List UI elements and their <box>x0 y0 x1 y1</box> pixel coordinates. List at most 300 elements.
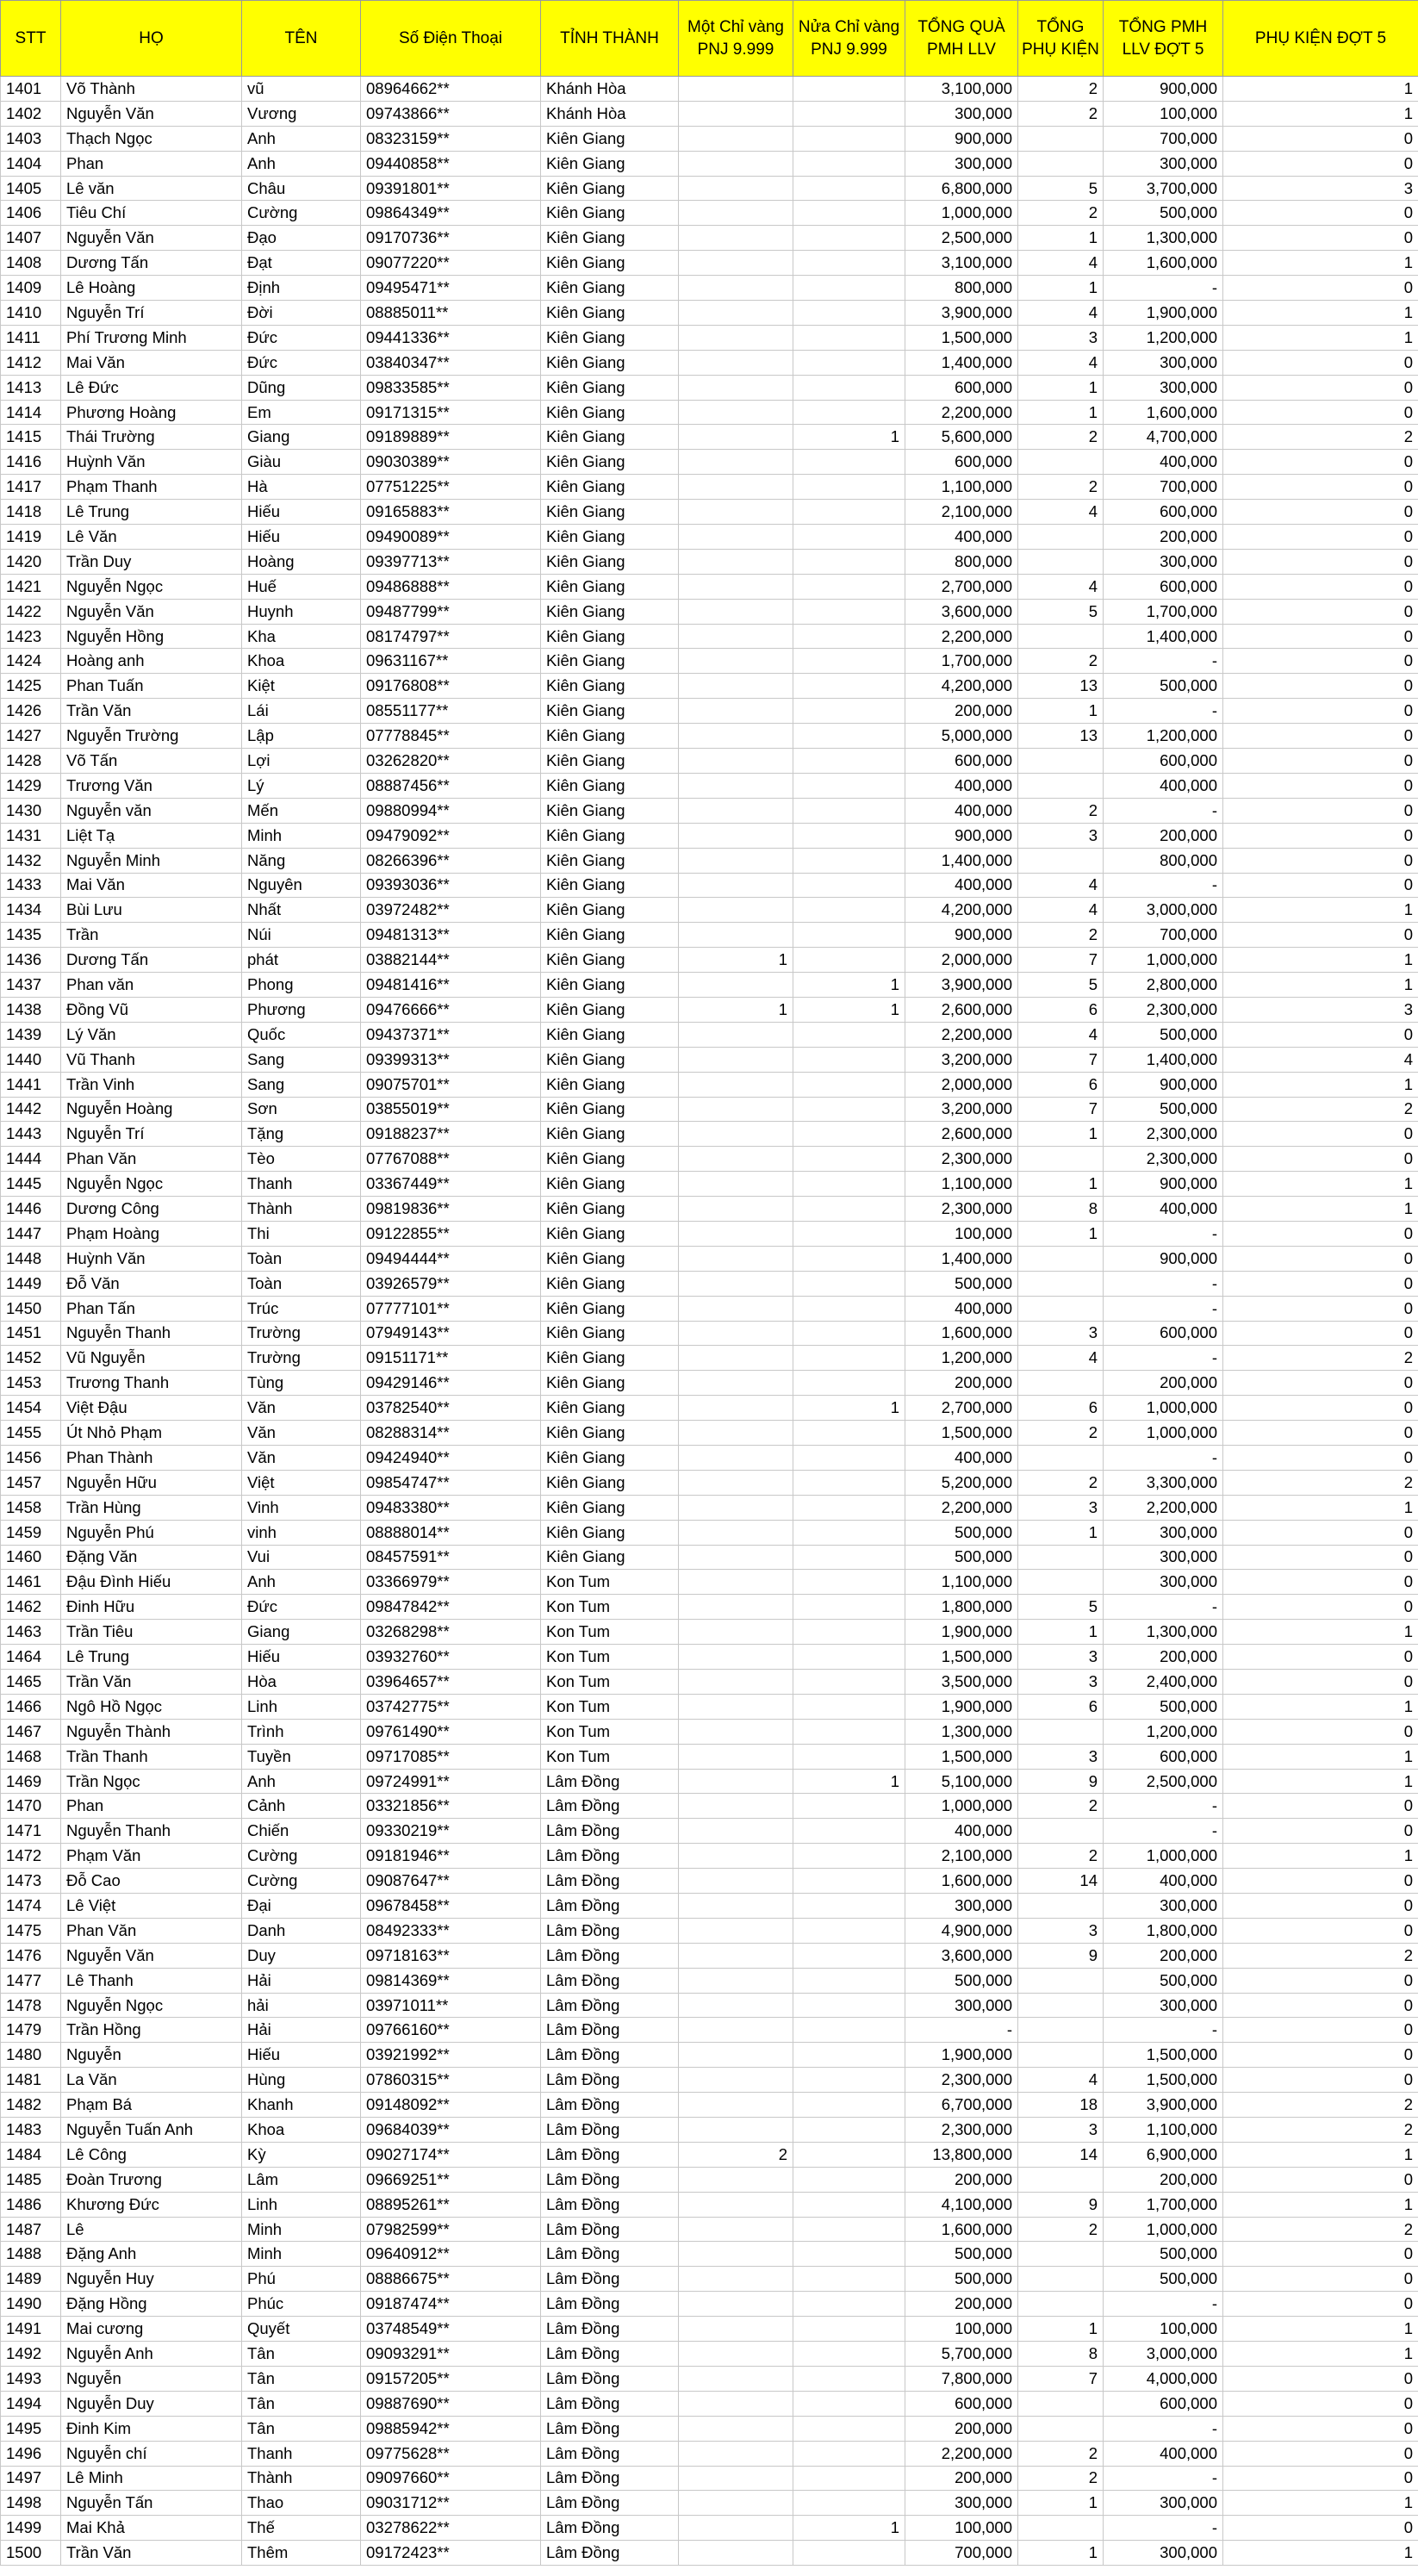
cell-accessory-round5[interactable]: 0 <box>1223 1520 1418 1545</box>
cell-total-accessory[interactable]: 18 <box>1018 2093 1104 2118</box>
cell-stt[interactable]: 1471 <box>1 1819 61 1844</box>
cell-accessory-round5[interactable]: 0 <box>1223 773 1418 798</box>
cell-gold-half[interactable] <box>793 375 905 400</box>
cell-ten[interactable]: Tùng <box>242 1371 361 1396</box>
cell-gold-one[interactable] <box>679 1645 793 1670</box>
cell-phone[interactable]: 07982599** <box>361 2217 541 2242</box>
cell-total-accessory[interactable] <box>1018 2043 1104 2068</box>
cell-accessory-round5[interactable]: 0 <box>1223 276 1418 301</box>
cell-ho[interactable]: Lê văn <box>61 176 242 201</box>
cell-total-pmh-round5[interactable]: 300,000 <box>1104 1993 1223 2018</box>
cell-stt[interactable]: 1402 <box>1 101 61 126</box>
cell-total-pmh-round5[interactable]: 300,000 <box>1104 350 1223 375</box>
cell-gold-one[interactable] <box>679 1570 793 1595</box>
cell-total-accessory[interactable]: 8 <box>1018 1197 1104 1222</box>
cell-gold-one[interactable] <box>679 1445 793 1470</box>
cell-total-accessory[interactable]: 2 <box>1018 2217 1104 2242</box>
cell-gold-one[interactable] <box>679 1993 793 2018</box>
cell-total-accessory[interactable]: 2 <box>1018 1421 1104 1446</box>
cell-total-accessory[interactable]: 1 <box>1018 2317 1104 2342</box>
cell-ho[interactable]: Nguyễn Hoàng <box>61 1097 242 1122</box>
cell-ten[interactable]: Núi <box>242 923 361 948</box>
cell-ho[interactable]: Liệt Tạ <box>61 823 242 848</box>
cell-ten[interactable]: Cường <box>242 201 361 226</box>
cell-total-pmh-round5[interactable]: 1,000,000 <box>1104 1396 1223 1421</box>
cell-ten[interactable]: Tân <box>242 2342 361 2367</box>
cell-stt[interactable]: 1418 <box>1 500 61 525</box>
cell-total-pmh-round5[interactable]: 1,000,000 <box>1104 2217 1223 2242</box>
cell-gold-one[interactable] <box>679 2093 793 2118</box>
cell-ten[interactable]: Văn <box>242 1445 361 1470</box>
cell-ho[interactable]: Nguyễn Văn <box>61 101 242 126</box>
cell-stt[interactable]: 1411 <box>1 325 61 350</box>
cell-accessory-round5[interactable]: 1 <box>1223 1744 1418 1769</box>
cell-gold-half[interactable] <box>793 226 905 251</box>
cell-total-accessory[interactable] <box>1018 525 1104 550</box>
cell-ho[interactable]: Út Nhỏ Phạm <box>61 1421 242 1446</box>
cell-gold-half[interactable] <box>793 1620 905 1645</box>
cell-ho[interactable]: Phan <box>61 151 242 176</box>
cell-total-pmh-round5[interactable]: 1,200,000 <box>1104 325 1223 350</box>
cell-stt[interactable]: 1409 <box>1 276 61 301</box>
cell-stt[interactable]: 1445 <box>1 1172 61 1197</box>
cell-gold-one[interactable] <box>679 1894 793 1919</box>
cell-phone[interactable]: 08174797** <box>361 624 541 649</box>
cell-province[interactable]: Lâm Đồng <box>541 2068 679 2093</box>
cell-gold-one[interactable] <box>679 1918 793 1943</box>
cell-total-gift[interactable]: 1,100,000 <box>905 1172 1018 1197</box>
cell-total-gift[interactable]: 1,500,000 <box>905 1421 1018 1446</box>
cell-ten[interactable]: Em <box>242 400 361 425</box>
cell-total-pmh-round5[interactable]: 300,000 <box>1104 2541 1223 2566</box>
cell-phone[interactable]: 09887690** <box>361 2391 541 2416</box>
cell-province[interactable]: Lâm Đồng <box>541 2242 679 2267</box>
cell-ho[interactable]: Lê Công <box>61 2142 242 2167</box>
cell-ho[interactable]: Đặng Anh <box>61 2242 242 2267</box>
cell-total-accessory[interactable]: 2 <box>1018 2466 1104 2491</box>
cell-accessory-round5[interactable]: 2 <box>1223 1943 1418 1968</box>
cell-total-accessory[interactable]: 3 <box>1018 1670 1104 1695</box>
cell-gold-one[interactable] <box>679 2441 793 2466</box>
cell-total-accessory[interactable] <box>1018 1371 1104 1396</box>
cell-total-accessory[interactable]: 1 <box>1018 1620 1104 1645</box>
cell-gold-half[interactable] <box>793 1694 905 1719</box>
cell-ho[interactable]: Mai cương <box>61 2317 242 2342</box>
cell-total-gift[interactable]: 300,000 <box>905 1894 1018 1919</box>
cell-phone[interactable]: 09880994** <box>361 798 541 823</box>
cell-stt[interactable]: 1441 <box>1 1072 61 1097</box>
cell-accessory-round5[interactable]: 0 <box>1223 674 1418 699</box>
cell-province[interactable]: Lâm Đồng <box>541 1918 679 1943</box>
cell-stt[interactable]: 1405 <box>1 176 61 201</box>
cell-ten[interactable]: Anh <box>242 1570 361 1595</box>
cell-ho[interactable]: Phí Trương Minh <box>61 325 242 350</box>
cell-total-gift[interactable]: 200,000 <box>905 1371 1018 1396</box>
cell-gold-one[interactable] <box>679 599 793 624</box>
cell-province[interactable]: Kiên Giang <box>541 126 679 151</box>
cell-ten[interactable]: Toàn <box>242 1246 361 1271</box>
cell-gold-one[interactable] <box>679 375 793 400</box>
cell-phone[interactable]: 09165883** <box>361 500 541 525</box>
cell-total-pmh-round5[interactable]: 700,000 <box>1104 126 1223 151</box>
cell-gold-one[interactable] <box>679 2167 793 2192</box>
cell-province[interactable]: Kiên Giang <box>541 1072 679 1097</box>
cell-total-accessory[interactable] <box>1018 1719 1104 1744</box>
cell-total-accessory[interactable]: 1 <box>1018 699 1104 724</box>
cell-accessory-round5[interactable]: 4 <box>1223 1047 1418 1072</box>
cell-gold-half[interactable] <box>793 848 905 873</box>
cell-gold-half[interactable] <box>793 1321 905 1346</box>
cell-stt[interactable]: 1436 <box>1 948 61 973</box>
cell-phone[interactable]: 09717085** <box>361 1744 541 1769</box>
cell-phone[interactable]: 09494444** <box>361 1246 541 1271</box>
cell-phone[interactable]: 03964657** <box>361 1670 541 1695</box>
header-phone[interactable]: Số Điện Thoại <box>361 1 541 77</box>
cell-total-accessory[interactable]: 2 <box>1018 201 1104 226</box>
cell-total-pmh-round5[interactable]: 200,000 <box>1104 2167 1223 2192</box>
cell-accessory-round5[interactable]: 0 <box>1223 2416 1418 2441</box>
cell-accessory-round5[interactable]: 0 <box>1223 1918 1418 1943</box>
cell-gold-one[interactable] <box>679 1122 793 1147</box>
cell-total-accessory[interactable] <box>1018 1993 1104 2018</box>
cell-gold-half[interactable] <box>793 2366 905 2391</box>
cell-province[interactable]: Lâm Đồng <box>541 2366 679 2391</box>
cell-stt[interactable]: 1456 <box>1 1445 61 1470</box>
cell-province[interactable]: Lâm Đồng <box>541 2093 679 2118</box>
cell-accessory-round5[interactable]: 0 <box>1223 2068 1418 2093</box>
cell-total-pmh-round5[interactable]: 1,700,000 <box>1104 2192 1223 2217</box>
cell-gold-one[interactable] <box>679 873 793 898</box>
cell-ho[interactable]: Phan văn <box>61 973 242 998</box>
cell-total-gift[interactable]: 1,900,000 <box>905 2043 1018 2068</box>
cell-ten[interactable]: Văn <box>242 1396 361 1421</box>
cell-gold-half[interactable] <box>793 151 905 176</box>
cell-ten[interactable]: Trường <box>242 1321 361 1346</box>
cell-province[interactable]: Kiên Giang <box>541 1495 679 1520</box>
cell-ten[interactable]: Cường <box>242 1869 361 1894</box>
cell-total-accessory[interactable] <box>1018 1445 1104 1470</box>
cell-gold-half[interactable] <box>793 1097 905 1122</box>
cell-gold-half[interactable] <box>793 350 905 375</box>
cell-gold-half[interactable] <box>793 1645 905 1670</box>
cell-ho[interactable]: Đặng Văn <box>61 1545 242 1570</box>
header-total-pmh-round5[interactable]: TỔNG PMH LLV ĐỢT 5 <box>1104 1 1223 77</box>
cell-ho[interactable]: Việt Đậu <box>61 1396 242 1421</box>
cell-ten[interactable]: Trình <box>242 1719 361 1744</box>
cell-province[interactable]: Kiên Giang <box>541 549 679 574</box>
cell-total-pmh-round5[interactable]: - <box>1104 1271 1223 1296</box>
cell-total-accessory[interactable] <box>1018 1570 1104 1595</box>
cell-ho[interactable]: La Văn <box>61 2068 242 2093</box>
cell-total-gift[interactable]: 1,800,000 <box>905 1595 1018 1620</box>
cell-total-gift[interactable]: 800,000 <box>905 549 1018 574</box>
cell-ho[interactable]: Hoàng anh <box>61 649 242 674</box>
cell-total-pmh-round5[interactable]: 900,000 <box>1104 1072 1223 1097</box>
cell-stt[interactable]: 1495 <box>1 2416 61 2441</box>
cell-province[interactable]: Kiên Giang <box>541 649 679 674</box>
cell-total-gift[interactable]: 3,500,000 <box>905 1670 1018 1695</box>
cell-stt[interactable]: 1407 <box>1 226 61 251</box>
cell-ten[interactable]: Giàu <box>242 450 361 475</box>
cell-total-gift[interactable]: 2,600,000 <box>905 1122 1018 1147</box>
cell-total-pmh-round5[interactable]: - <box>1104 2516 1223 2541</box>
cell-ten[interactable]: Chiến <box>242 1819 361 1844</box>
cell-ho[interactable]: Phan <box>61 1794 242 1819</box>
cell-phone[interactable]: 09743866** <box>361 101 541 126</box>
cell-gold-one[interactable] <box>679 1371 793 1396</box>
cell-gold-half[interactable] <box>793 1943 905 1968</box>
cell-stt[interactable]: 1433 <box>1 873 61 898</box>
cell-phone[interactable]: 03782540** <box>361 1396 541 1421</box>
cell-province[interactable]: Lâm Đồng <box>541 2466 679 2491</box>
cell-phone[interactable]: 07751225** <box>361 475 541 500</box>
cell-stt[interactable]: 1420 <box>1 549 61 574</box>
cell-total-accessory[interactable] <box>1018 2391 1104 2416</box>
cell-gold-one[interactable] <box>679 1595 793 1620</box>
cell-ten[interactable]: Tèo <box>242 1147 361 1172</box>
cell-stt[interactable]: 1494 <box>1 2391 61 2416</box>
cell-stt[interactable]: 1500 <box>1 2541 61 2566</box>
cell-total-pmh-round5[interactable]: 300,000 <box>1104 375 1223 400</box>
cell-total-accessory[interactable]: 3 <box>1018 1744 1104 1769</box>
cell-total-accessory[interactable]: 2 <box>1018 649 1104 674</box>
cell-total-gift[interactable]: 2,000,000 <box>905 948 1018 973</box>
cell-total-pmh-round5[interactable]: 500,000 <box>1104 1968 1223 1993</box>
cell-gold-one[interactable] <box>679 1072 793 1097</box>
cell-total-pmh-round5[interactable]: 400,000 <box>1104 1869 1223 1894</box>
cell-accessory-round5[interactable]: 1 <box>1223 1197 1418 1222</box>
cell-ten[interactable]: Minh <box>242 823 361 848</box>
cell-total-accessory[interactable]: 1 <box>1018 276 1104 301</box>
cell-gold-half[interactable] <box>793 2192 905 2217</box>
cell-total-accessory[interactable]: 5 <box>1018 176 1104 201</box>
cell-ten[interactable]: Tân <box>242 2391 361 2416</box>
cell-gold-half[interactable] <box>793 1122 905 1147</box>
cell-total-gift[interactable]: 300,000 <box>905 101 1018 126</box>
cell-accessory-round5[interactable]: 0 <box>1223 2466 1418 2491</box>
cell-ho[interactable]: Phan Thành <box>61 1445 242 1470</box>
cell-ho[interactable]: Trần Văn <box>61 2541 242 2566</box>
cell-total-pmh-round5[interactable]: 600,000 <box>1104 500 1223 525</box>
cell-ten[interactable]: Khoa <box>242 2118 361 2143</box>
header-gold-one[interactable]: Một Chỉ vàng PNJ 9.999 <box>679 1 793 77</box>
cell-gold-half[interactable] <box>793 2043 905 2068</box>
cell-total-gift[interactable]: 2,300,000 <box>905 1147 1018 1172</box>
cell-ten[interactable]: Thao <box>242 2491 361 2516</box>
cell-total-pmh-round5[interactable]: 300,000 <box>1104 1894 1223 1919</box>
cell-phone[interactable]: 03882144** <box>361 948 541 973</box>
cell-ho[interactable]: Phạm Hoàng <box>61 1221 242 1246</box>
cell-total-pmh-round5[interactable]: 3,900,000 <box>1104 2093 1223 2118</box>
cell-stt[interactable]: 1488 <box>1 2242 61 2267</box>
cell-gold-one[interactable] <box>679 1844 793 1869</box>
cell-total-accessory[interactable] <box>1018 848 1104 873</box>
cell-ho[interactable]: Trần Tiêu <box>61 1620 242 1645</box>
cell-total-gift[interactable]: 200,000 <box>905 699 1018 724</box>
cell-gold-one[interactable] <box>679 1869 793 1894</box>
cell-province[interactable]: Kiên Giang <box>541 151 679 176</box>
cell-ho[interactable]: Phan Tấn <box>61 1296 242 1321</box>
cell-stt[interactable]: 1448 <box>1 1246 61 1271</box>
cell-total-accessory[interactable] <box>1018 2292 1104 2317</box>
cell-ten[interactable]: Đức <box>242 1595 361 1620</box>
cell-accessory-round5[interactable]: 1 <box>1223 2491 1418 2516</box>
cell-ho[interactable]: Nguyễn Minh <box>61 848 242 873</box>
cell-total-gift[interactable]: - <box>905 2018 1018 2043</box>
cell-phone[interactable]: 07949143** <box>361 1321 541 1346</box>
cell-total-pmh-round5[interactable]: 3,000,000 <box>1104 898 1223 923</box>
cell-total-accessory[interactable] <box>1018 2167 1104 2192</box>
cell-total-accessory[interactable]: 6 <box>1018 1694 1104 1719</box>
cell-stt[interactable]: 1489 <box>1 2267 61 2292</box>
cell-total-gift[interactable]: 3,100,000 <box>905 77 1018 102</box>
cell-stt[interactable]: 1428 <box>1 749 61 774</box>
cell-ho[interactable]: Nguyễn Trí <box>61 1122 242 1147</box>
cell-gold-half[interactable] <box>793 126 905 151</box>
cell-stt[interactable]: 1492 <box>1 2342 61 2367</box>
cell-ten[interactable]: Thanh <box>242 1172 361 1197</box>
cell-gold-half[interactable] <box>793 1346 905 1371</box>
cell-stt[interactable]: 1401 <box>1 77 61 102</box>
cell-total-pmh-round5[interactable]: 1,100,000 <box>1104 2118 1223 2143</box>
cell-ho[interactable]: Tiêu Chí <box>61 201 242 226</box>
cell-stt[interactable]: 1459 <box>1 1520 61 1545</box>
cell-accessory-round5[interactable]: 0 <box>1223 1719 1418 1744</box>
cell-gold-half[interactable] <box>793 2342 905 2367</box>
cell-total-pmh-round5[interactable]: 600,000 <box>1104 574 1223 599</box>
cell-ten[interactable]: Quốc <box>242 1022 361 1047</box>
cell-total-accessory[interactable] <box>1018 1819 1104 1844</box>
cell-accessory-round5[interactable]: 0 <box>1223 2516 1418 2541</box>
cell-gold-half[interactable] <box>793 1719 905 1744</box>
cell-total-gift[interactable]: 4,100,000 <box>905 2192 1018 2217</box>
cell-ho[interactable]: Nguyễn Tấn <box>61 2491 242 2516</box>
cell-accessory-round5[interactable]: 0 <box>1223 1371 1418 1396</box>
cell-accessory-round5[interactable]: 2 <box>1223 2217 1418 2242</box>
cell-phone[interactable]: 09885942** <box>361 2416 541 2441</box>
cell-gold-one[interactable] <box>679 2366 793 2391</box>
cell-total-gift[interactable]: 5,000,000 <box>905 724 1018 749</box>
cell-ho[interactable]: Nguyễn Hồng <box>61 624 242 649</box>
cell-total-pmh-round5[interactable]: - <box>1104 1819 1223 1844</box>
cell-stt[interactable]: 1439 <box>1 1022 61 1047</box>
cell-stt[interactable]: 1498 <box>1 2491 61 2516</box>
cell-total-pmh-round5[interactable]: 1,900,000 <box>1104 301 1223 326</box>
cell-gold-one[interactable] <box>679 301 793 326</box>
cell-accessory-round5[interactable]: 0 <box>1223 375 1418 400</box>
cell-ten[interactable]: Tặng <box>242 1122 361 1147</box>
cell-gold-half[interactable] <box>793 1819 905 1844</box>
cell-accessory-round5[interactable]: 1 <box>1223 325 1418 350</box>
cell-accessory-round5[interactable]: 1 <box>1223 948 1418 973</box>
cell-phone[interactable]: 09181946** <box>361 1844 541 1869</box>
header-ho[interactable]: HỌ <box>61 1 242 77</box>
cell-accessory-round5[interactable]: 0 <box>1223 1645 1418 1670</box>
cell-province[interactable]: Lâm Đồng <box>541 2317 679 2342</box>
cell-ho[interactable]: Lê <box>61 2217 242 2242</box>
cell-total-gift[interactable]: 1,900,000 <box>905 1694 1018 1719</box>
cell-total-pmh-round5[interactable]: 3,000,000 <box>1104 2342 1223 2367</box>
cell-ten[interactable]: Thi <box>242 1221 361 1246</box>
cell-total-pmh-round5[interactable]: 2,400,000 <box>1104 1670 1223 1695</box>
cell-accessory-round5[interactable]: 0 <box>1223 151 1418 176</box>
cell-ho[interactable]: Lê Minh <box>61 2466 242 2491</box>
cell-total-pmh-round5[interactable]: 6,900,000 <box>1104 2142 1223 2167</box>
cell-total-gift[interactable]: 13,800,000 <box>905 2142 1018 2167</box>
cell-total-accessory[interactable]: 1 <box>1018 1122 1104 1147</box>
cell-phone[interactable]: 03840347** <box>361 350 541 375</box>
cell-phone[interactable]: 09393036** <box>361 873 541 898</box>
cell-gold-one[interactable] <box>679 1620 793 1645</box>
cell-ten[interactable]: Vinh <box>242 1495 361 1520</box>
cell-ho[interactable]: Phan Văn <box>61 1918 242 1943</box>
cell-province[interactable]: Lâm Đồng <box>541 2416 679 2441</box>
cell-total-pmh-round5[interactable]: 200,000 <box>1104 1943 1223 1968</box>
cell-gold-half[interactable] <box>793 2491 905 2516</box>
cell-total-accessory[interactable]: 4 <box>1018 1022 1104 1047</box>
cell-gold-half[interactable] <box>793 1470 905 1495</box>
cell-total-gift[interactable]: 400,000 <box>905 773 1018 798</box>
cell-stt[interactable]: 1421 <box>1 574 61 599</box>
cell-gold-half[interactable] <box>793 500 905 525</box>
cell-province[interactable]: Lâm Đồng <box>541 2491 679 2516</box>
cell-ten[interactable]: Tân <box>242 2416 361 2441</box>
cell-accessory-round5[interactable]: 2 <box>1223 2093 1418 2118</box>
cell-gold-half[interactable] <box>793 2217 905 2242</box>
cell-total-gift[interactable]: 600,000 <box>905 749 1018 774</box>
cell-gold-one[interactable] <box>679 2217 793 2242</box>
cell-accessory-round5[interactable]: 0 <box>1223 724 1418 749</box>
cell-accessory-round5[interactable]: 0 <box>1223 1246 1418 1271</box>
cell-gold-one[interactable] <box>679 2516 793 2541</box>
cell-stt[interactable]: 1403 <box>1 126 61 151</box>
cell-stt[interactable]: 1422 <box>1 599 61 624</box>
cell-total-pmh-round5[interactable]: - <box>1104 873 1223 898</box>
cell-province[interactable]: Kiên Giang <box>541 201 679 226</box>
cell-stt[interactable]: 1419 <box>1 525 61 550</box>
cell-province[interactable]: Kiên Giang <box>541 425 679 450</box>
cell-gold-half[interactable]: 1 <box>793 2516 905 2541</box>
cell-ho[interactable]: Bùi Lưu <box>61 898 242 923</box>
cell-province[interactable]: Lâm Đồng <box>541 1844 679 1869</box>
cell-total-gift[interactable]: 1,000,000 <box>905 1794 1018 1819</box>
cell-province[interactable]: Lâm Đồng <box>541 2018 679 2043</box>
cell-accessory-round5[interactable]: 0 <box>1223 2267 1418 2292</box>
cell-province[interactable]: Kiên Giang <box>541 898 679 923</box>
cell-stt[interactable]: 1483 <box>1 2118 61 2143</box>
cell-gold-one[interactable] <box>679 2491 793 2516</box>
cell-ten[interactable]: Hải <box>242 2018 361 2043</box>
cell-stt[interactable]: 1497 <box>1 2466 61 2491</box>
cell-ho[interactable]: Dương Công <box>61 1197 242 1222</box>
cell-ho[interactable]: Mai Văn <box>61 350 242 375</box>
cell-ten[interactable]: Sơn <box>242 1097 361 1122</box>
cell-gold-half[interactable] <box>793 2391 905 2416</box>
cell-total-pmh-round5[interactable]: 500,000 <box>1104 1097 1223 1122</box>
cell-ho[interactable]: Trần Ngọc <box>61 1769 242 1794</box>
cell-accessory-round5[interactable]: 0 <box>1223 2167 1418 2192</box>
cell-ten[interactable]: vũ <box>242 77 361 102</box>
cell-stt[interactable]: 1481 <box>1 2068 61 2093</box>
cell-accessory-round5[interactable]: 1 <box>1223 77 1418 102</box>
cell-phone[interactable]: 09481416** <box>361 973 541 998</box>
cell-total-gift[interactable]: 2,200,000 <box>905 1495 1018 1520</box>
cell-accessory-round5[interactable]: 1 <box>1223 101 1418 126</box>
cell-accessory-round5[interactable]: 0 <box>1223 1869 1418 1894</box>
cell-phone[interactable]: 09030389** <box>361 450 541 475</box>
cell-total-pmh-round5[interactable]: 100,000 <box>1104 101 1223 126</box>
cell-gold-half[interactable] <box>793 450 905 475</box>
